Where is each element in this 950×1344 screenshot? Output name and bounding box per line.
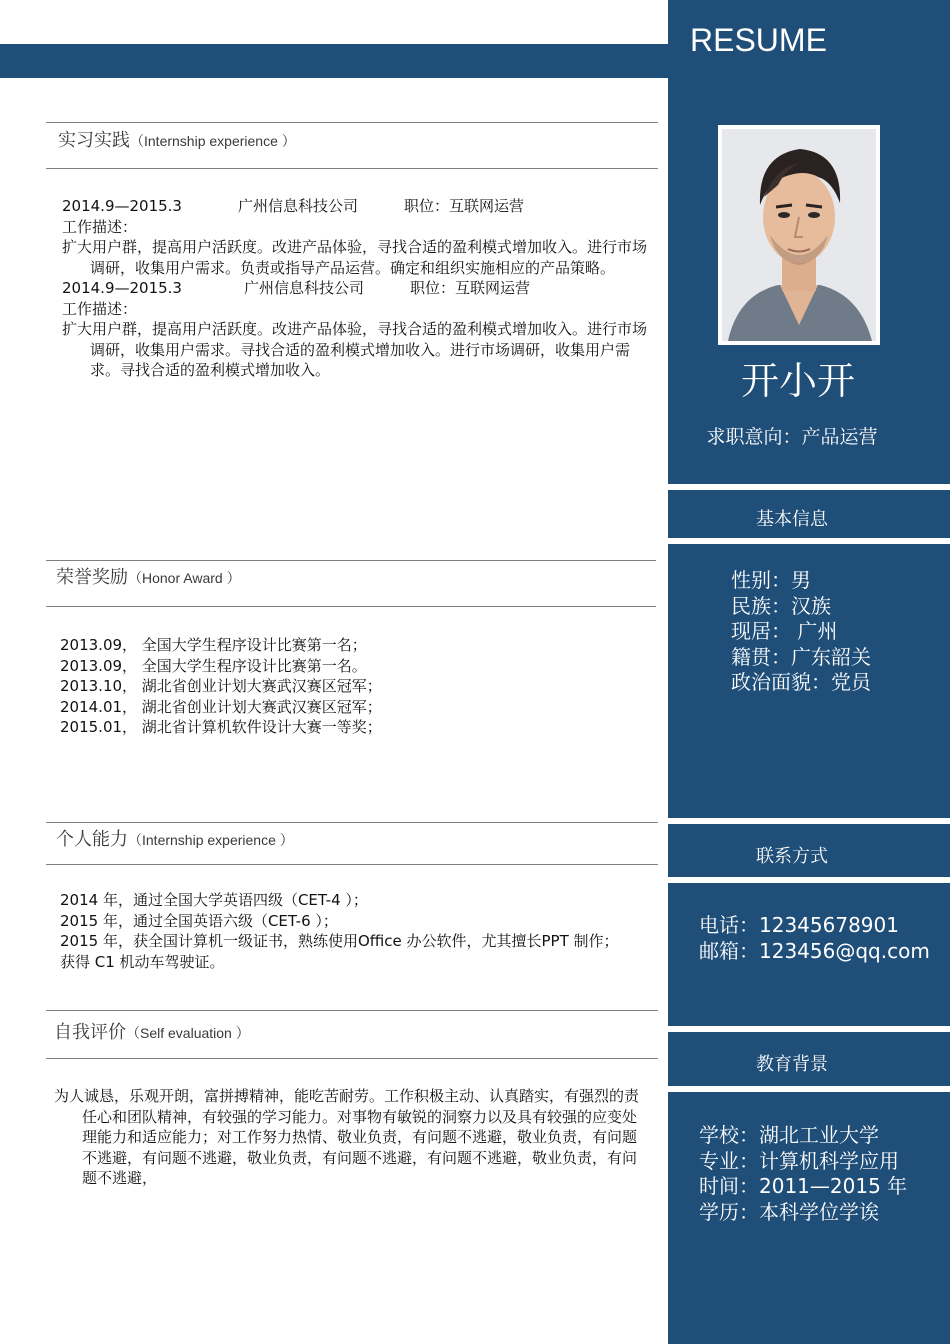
ability-item: 2015 年，通过全国英语六级（CET-6 ）； <box>60 911 338 930</box>
job-intent: 求职意向：产品运营 <box>706 426 878 448</box>
basic-info-list <box>731 568 871 696</box>
contact-phone: 电话：12345678901 <box>699 913 899 937</box>
internship-title-en: （Internship experience ） <box>130 133 296 149</box>
honor-item: 2015.01， 湖北省计算机软件设计大赛一等奖； <box>60 718 382 736</box>
self-evaluation-text: 为人诚恳，乐观开朗，富拼搏精神，能吃苦耐劳。工作积极主动、认真踏实，有强烈的责任心和团队精神，有较强的学习能力。对事物有敏锐的洞察力以及具有较强的应变处理能力和适应能力；对工作努力热情、敬业负责，有问题不逃避，敬业负责，有问题不逃避，有问题不逃避，敬业负责，有问题不逃避，有问题不逃避，敬业负责，有问题不逃避， <box>54 1087 640 1187</box>
section-divider <box>46 864 658 865</box>
self-title-en: （Self evaluation ） <box>126 1025 250 1041</box>
sidebar-divider <box>668 1086 950 1092</box>
education-heading: 教育背景 <box>756 1054 828 1075</box>
section-divider <box>46 1010 658 1011</box>
entry-header <box>62 196 658 217</box>
basic-info-item: 民族：汉族 <box>731 593 831 618</box>
entry-desc: 扩大用户群，提高用户活跃度。改进产品体验，寻找合适的盈利模式增加收入。进行市场调研，收集用户需求。负责或指导产品运营。确定和组织实施相应的产品策略。 <box>62 238 648 277</box>
entry-company: 广州信息科技公司 <box>243 279 364 297</box>
entry-date: 2014.9—2015.3 <box>62 279 182 297</box>
internship-entry <box>62 278 658 381</box>
basic-info-item: 籍贯：广东韶关 <box>731 644 871 669</box>
education-item: 时间：2011—2015 年 <box>699 1174 908 1198</box>
ability-list <box>60 890 620 972</box>
basic-info-item: 现居： 广州 <box>731 619 838 643</box>
section-divider <box>46 560 656 561</box>
entry-company: 广州信息科技公司 <box>237 197 358 215</box>
entry-position: 职位：互联网运营 <box>410 279 531 297</box>
basic-info-heading: 基本信息 <box>756 509 828 530</box>
honor-item: 2013.09， 全国大学生程序设计比赛第一名。 <box>60 656 367 675</box>
candidate-name: 开小开 <box>740 359 855 403</box>
honor-title-en: （Honor Award ） <box>128 570 241 586</box>
entry-position: 职位：互联网运营 <box>404 197 525 215</box>
contact-list <box>699 913 930 964</box>
section-divider <box>46 122 658 123</box>
ability-item: 2015 年，获全国计算机一级证书，熟练使用Office 办公软件，尤其擅长PPT 制作； <box>60 932 619 950</box>
education-item: 学校：湖北工业大学 <box>699 1123 879 1147</box>
entry-desc: 扩大用户群，提高用户活跃度。改进产品体验，寻找合适的盈利模式增加收入。进行市场调研，收集用户需求。寻找合适的盈利模式增加收入。进行市场调研，收集用户需求。寻找合适的盈利模式增加收入。 <box>62 320 648 379</box>
ability-item: 获得 C1 机动车驾驶证。 <box>60 952 225 971</box>
sidebar-divider <box>668 484 950 490</box>
education-item: 学历：本科学位学诶 <box>699 1199 879 1224</box>
avatar-photo <box>718 125 880 345</box>
sidebar-divider <box>668 877 950 883</box>
education-item: 专业：计算机科学应用 <box>699 1148 899 1173</box>
honor-item: 2014.01， 湖北省创业计划大赛武汉赛区冠军； <box>60 697 382 716</box>
honor-section-title <box>56 563 241 589</box>
self-section-title <box>54 1018 250 1044</box>
honor-item: 2013.10， 湖北省创业计划大赛武汉赛区冠军； <box>60 677 382 695</box>
entry-desc-label: 工作描述： <box>62 299 138 318</box>
contact-heading: 联系方式 <box>756 846 828 867</box>
ability-title: 个人能力 <box>56 829 128 850</box>
education-list <box>699 1123 907 1225</box>
section-divider <box>46 168 658 169</box>
header-bar <box>0 44 668 78</box>
entry-header <box>62 278 658 299</box>
self-evaluation <box>54 1086 640 1189</box>
self-title: 自我评价 <box>54 1022 126 1043</box>
basic-info-item: 性别：男 <box>731 568 811 592</box>
sidebar-divider <box>668 818 950 824</box>
resume-title: RESUME <box>690 22 827 58</box>
internship-section-title <box>58 126 296 152</box>
entry-desc-label: 工作描述： <box>62 217 138 236</box>
honor-list <box>60 635 656 738</box>
section-divider <box>46 606 656 607</box>
section-divider <box>46 1058 658 1059</box>
ability-item: 2014 年，通过全国大学英语四级（CET-4 ）； <box>60 891 368 909</box>
section-divider <box>46 822 658 823</box>
internship-title: 实习实践 <box>58 130 130 151</box>
sidebar-divider <box>668 1026 950 1032</box>
basic-info-item: 政治面貌：党员 <box>731 670 871 694</box>
ability-title-en: （Internship experience ） <box>128 832 294 848</box>
internship-content <box>62 196 658 381</box>
sidebar-divider <box>668 538 950 544</box>
honor-item: 2013.09， 全国大学生程序设计比赛第一名； <box>60 636 367 654</box>
ability-section-title <box>56 825 294 851</box>
internship-entry <box>62 196 658 278</box>
avatar <box>718 125 880 345</box>
honor-title: 荣誉奖励 <box>56 567 128 588</box>
entry-date: 2014.9—2015.3 <box>62 197 182 215</box>
contact-email: 邮箱：123456@qq.com <box>699 938 930 963</box>
